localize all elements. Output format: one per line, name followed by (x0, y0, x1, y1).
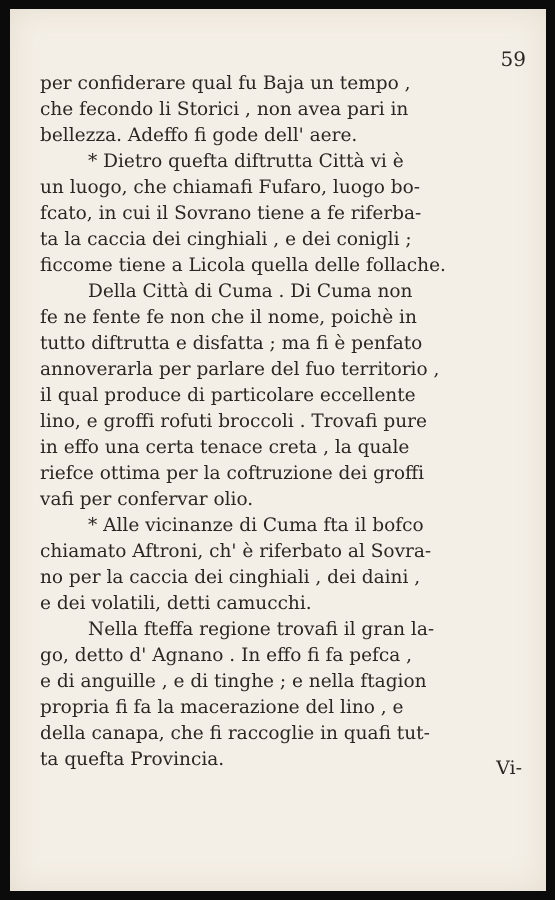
text-line: riefce ottima per la coftruzione dei groffi (40, 463, 425, 484)
text-line: Della Città di Cuma . Di Cuma non (88, 281, 413, 302)
text-line: che fecondo li Storici , non avea pari in (40, 99, 409, 120)
page-number: 59 (500, 47, 526, 71)
text-line: ta la caccia dei cinghiali , e dei conigli ; (40, 229, 412, 250)
text-line: vafi per confervar olio. (40, 489, 254, 510)
text-line: ficcome tiene a Licola quella delle follache. (40, 255, 446, 276)
text-line: per confiderare qual fu Baja un tempo , (40, 73, 411, 94)
text-line: il qual produce di particolare eccellente (40, 385, 416, 406)
text-line: annoverarla per parlare del fuo territorio , (40, 359, 440, 380)
text-line: bellezza. Adeffo fi gode dell' aere. (40, 125, 358, 146)
text-line: in effo una certa tenace creta , la quale (40, 437, 410, 458)
text-line: no per la caccia dei cinghiali , dei daini , (40, 567, 421, 588)
text-line: tutto diftrutta e disfatta ; ma fi è penfato (40, 333, 423, 354)
text-line: propria fi fa la macerazione del lino , e (40, 697, 404, 718)
text-line: della canapa, che fi raccoglie in quafi tut- (40, 723, 430, 744)
text-line: * Alle vicinanze di Cuma fta il bofco (88, 515, 424, 536)
text-line: fcato, in cui il Sovrano tiene a fe riferba- (40, 203, 422, 224)
text-line: Nella fteffa regione trovafi il gran la- (88, 619, 435, 640)
text-line: un luogo, che chiamafi Fufaro, luogo bo- (40, 177, 420, 198)
body-text (40, 71, 500, 773)
text-line: lino, e groffi rofuti broccoli . Trovafi pure (40, 411, 427, 432)
catchword: Vi- (496, 757, 522, 779)
text-line: e di anguille , e di tinghe ; e nella ftagion (40, 671, 427, 692)
text-line: fe ne fente fe non che il nome, poichè in (40, 307, 417, 328)
book-page (10, 9, 546, 891)
text-line: e dei volatili, detti camucchi. (40, 593, 312, 614)
text-line: go, detto d' Agnano . In effo fi fa pefca , (40, 645, 413, 666)
text-line: ta quefta Provincia. (40, 749, 225, 770)
text-line: * Dietro quefta diftrutta Città vi è (88, 151, 404, 172)
text-line: chiamato Aftroni, ch' è riferbato al Sovra- (40, 541, 432, 562)
